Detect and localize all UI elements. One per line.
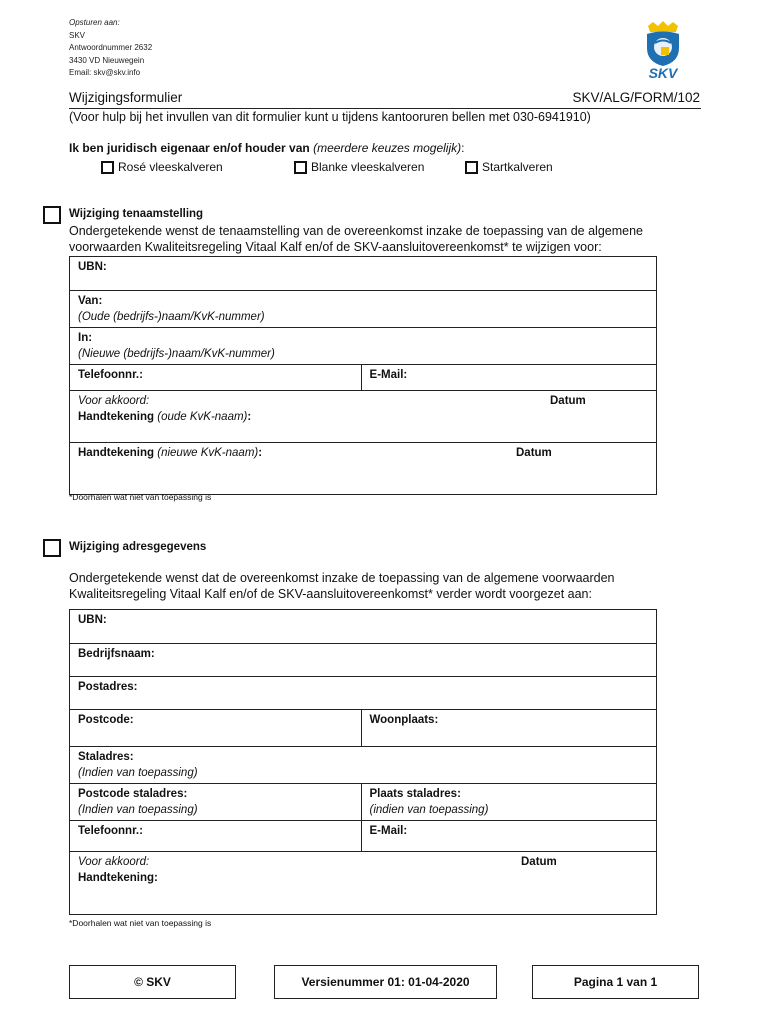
section1-text — [69, 223, 643, 255]
city-label: Woonplaats: — [369, 714, 439, 726]
section2-checkbox[interactable] — [43, 539, 61, 557]
option-label: Rosé vleeskalveren — [118, 160, 223, 174]
postcode-label: Postcode: — [78, 714, 134, 726]
section1-text-line: Ondergetekende wenst de tenaamstelling van de overeenkomst inzake de toepassing van de algemene — [69, 224, 643, 238]
footer-version: Versienummer 01: 01-04-2020 — [274, 965, 497, 999]
section2-note: *Doorhalen wat niet van toepassing is — [69, 918, 212, 928]
stable-postcode-field[interactable] — [70, 784, 362, 821]
sign-label: Handtekening — [78, 411, 155, 423]
stable-label: Staladres: — [78, 751, 134, 763]
in-field[interactable] — [70, 328, 657, 365]
company-label: Bedrijfsnaam: — [78, 648, 155, 660]
address-line: Antwoordnummer 2632 — [69, 43, 153, 52]
skv-logo — [640, 20, 686, 80]
stable-postcode-hint: (Indien van toepassing) — [78, 804, 198, 816]
in-hint: (Nieuwe (bedrijfs-)naam/KvK-nummer) — [78, 348, 275, 360]
owner-statement — [69, 141, 464, 155]
section2-title: Wijziging adresgegevens — [69, 541, 207, 553]
van-field[interactable] — [70, 291, 657, 328]
in-label: In: — [78, 332, 93, 344]
section2-text — [69, 570, 615, 602]
return-address — [69, 17, 152, 80]
email-field[interactable] — [361, 365, 656, 391]
owner-label: Ik ben juridisch eigenaar en/of houder van — [69, 141, 310, 155]
phone-label: Telefoonnr.: — [78, 825, 143, 837]
option-start-calves[interactable] — [465, 160, 553, 174]
datum-label: Datum — [516, 447, 552, 459]
checkbox-white[interactable] — [294, 161, 307, 174]
agree-label: Voor akkoord: — [78, 856, 150, 868]
checkbox-start[interactable] — [465, 161, 478, 174]
address-line: Opsturen aan: — [69, 18, 120, 27]
datum-label: Datum — [550, 395, 586, 407]
postal-field[interactable] — [70, 677, 657, 710]
owner-hint: (meerdere keuzes mogelijk) — [313, 141, 462, 155]
footer-page: Pagina 1 van 1 — [532, 965, 699, 999]
stable-city-field[interactable] — [361, 784, 657, 821]
ubn-label: UBN: — [78, 614, 107, 626]
phone-field[interactable] — [70, 821, 362, 852]
postcode-field[interactable] — [70, 710, 362, 747]
signature-old-field[interactable] — [70, 391, 657, 443]
sign-colon: : — [258, 447, 263, 459]
section1-checkbox[interactable] — [43, 206, 61, 224]
stable-hint: (Indien van toepassing) — [78, 767, 198, 779]
option-label: Startkalveren — [482, 160, 553, 174]
email-label: E-Mail: — [369, 369, 408, 381]
sign-new-hint: (nieuwe KvK-naam) — [157, 447, 259, 459]
company-field[interactable] — [70, 644, 657, 677]
section1-title: Wijziging tenaamstelling — [69, 208, 204, 220]
form-code: SKV/ALG/FORM/102 — [572, 90, 700, 105]
section1-text-line: voorwaarden Kwaliteitsregeling Vitaal Kalf en/of de SKV-aansluitovereenkomst* te wijzigen voor: — [69, 240, 602, 254]
skv-emblem-icon — [640, 20, 686, 80]
signature-field[interactable] — [70, 852, 657, 915]
logo-text: SKV — [648, 65, 678, 80]
email-field[interactable] — [361, 821, 657, 852]
sign-old-hint: (oude KvK-naam) — [157, 411, 248, 423]
stable-address-field[interactable] — [70, 747, 657, 784]
phone-field[interactable] — [70, 365, 362, 391]
title-divider — [69, 108, 701, 109]
help-text: (Voor hulp bij het invullen van dit formulier kunt u tijdens kantooruren bellen met 030-6941910) — [69, 110, 591, 124]
option-white-calves[interactable] — [294, 160, 424, 174]
stable-city-label: Plaats staladres: — [369, 788, 461, 800]
signature-new-field[interactable] — [70, 443, 657, 495]
phone-label: Telefoonnr.: — [78, 369, 143, 381]
agree-label: Voor akkoord: — [78, 395, 150, 407]
section1-table — [69, 256, 657, 495]
section2-text-line: Ondergetekende wenst dat de overeenkomst inzake de toepassing van de algemene voorwaarden — [69, 571, 615, 585]
stable-postcode-label: Postcode staladres: — [78, 788, 188, 800]
datum-label: Datum — [521, 856, 557, 868]
address-line: Email: skv@skv.info — [69, 68, 141, 77]
section2-table — [69, 609, 657, 915]
ubn-label: UBN: — [78, 261, 107, 273]
footer-copyright: © SKV — [69, 965, 236, 999]
van-label: Van: — [78, 295, 103, 307]
ubn-field[interactable] — [70, 257, 657, 291]
owner-colon: : — [461, 141, 465, 155]
address-line: 3430 VD Nieuwegein — [69, 55, 145, 65]
section2-text-line: Kwaliteitsregeling Vitaal Kalf en/of de SKV-aansluitovereenkomst* verder wordt voorgezet aan: — [69, 587, 592, 601]
sign-label: Handtekening: — [78, 872, 158, 884]
option-rose-calves[interactable] — [101, 160, 223, 174]
checkbox-rose[interactable] — [101, 161, 114, 174]
section1-note: *Doorhalen wat niet van toepassing is — [69, 492, 212, 502]
sign-label: Handtekening — [78, 447, 155, 459]
ubn-field[interactable] — [70, 610, 657, 644]
van-hint: (Oude (bedrijfs-)naam/KvK-nummer) — [78, 311, 265, 323]
sign-colon: : — [247, 411, 252, 423]
postal-label: Postadres: — [78, 681, 138, 693]
address-line: SKV — [69, 30, 86, 40]
stable-city-hint: (indien van toepassing) — [369, 804, 489, 816]
email-label: E-Mail: — [369, 825, 408, 837]
option-label: Blanke vleeskalveren — [311, 160, 425, 174]
form-title: Wijzigingsformulier — [69, 90, 183, 105]
city-field[interactable] — [361, 710, 657, 747]
